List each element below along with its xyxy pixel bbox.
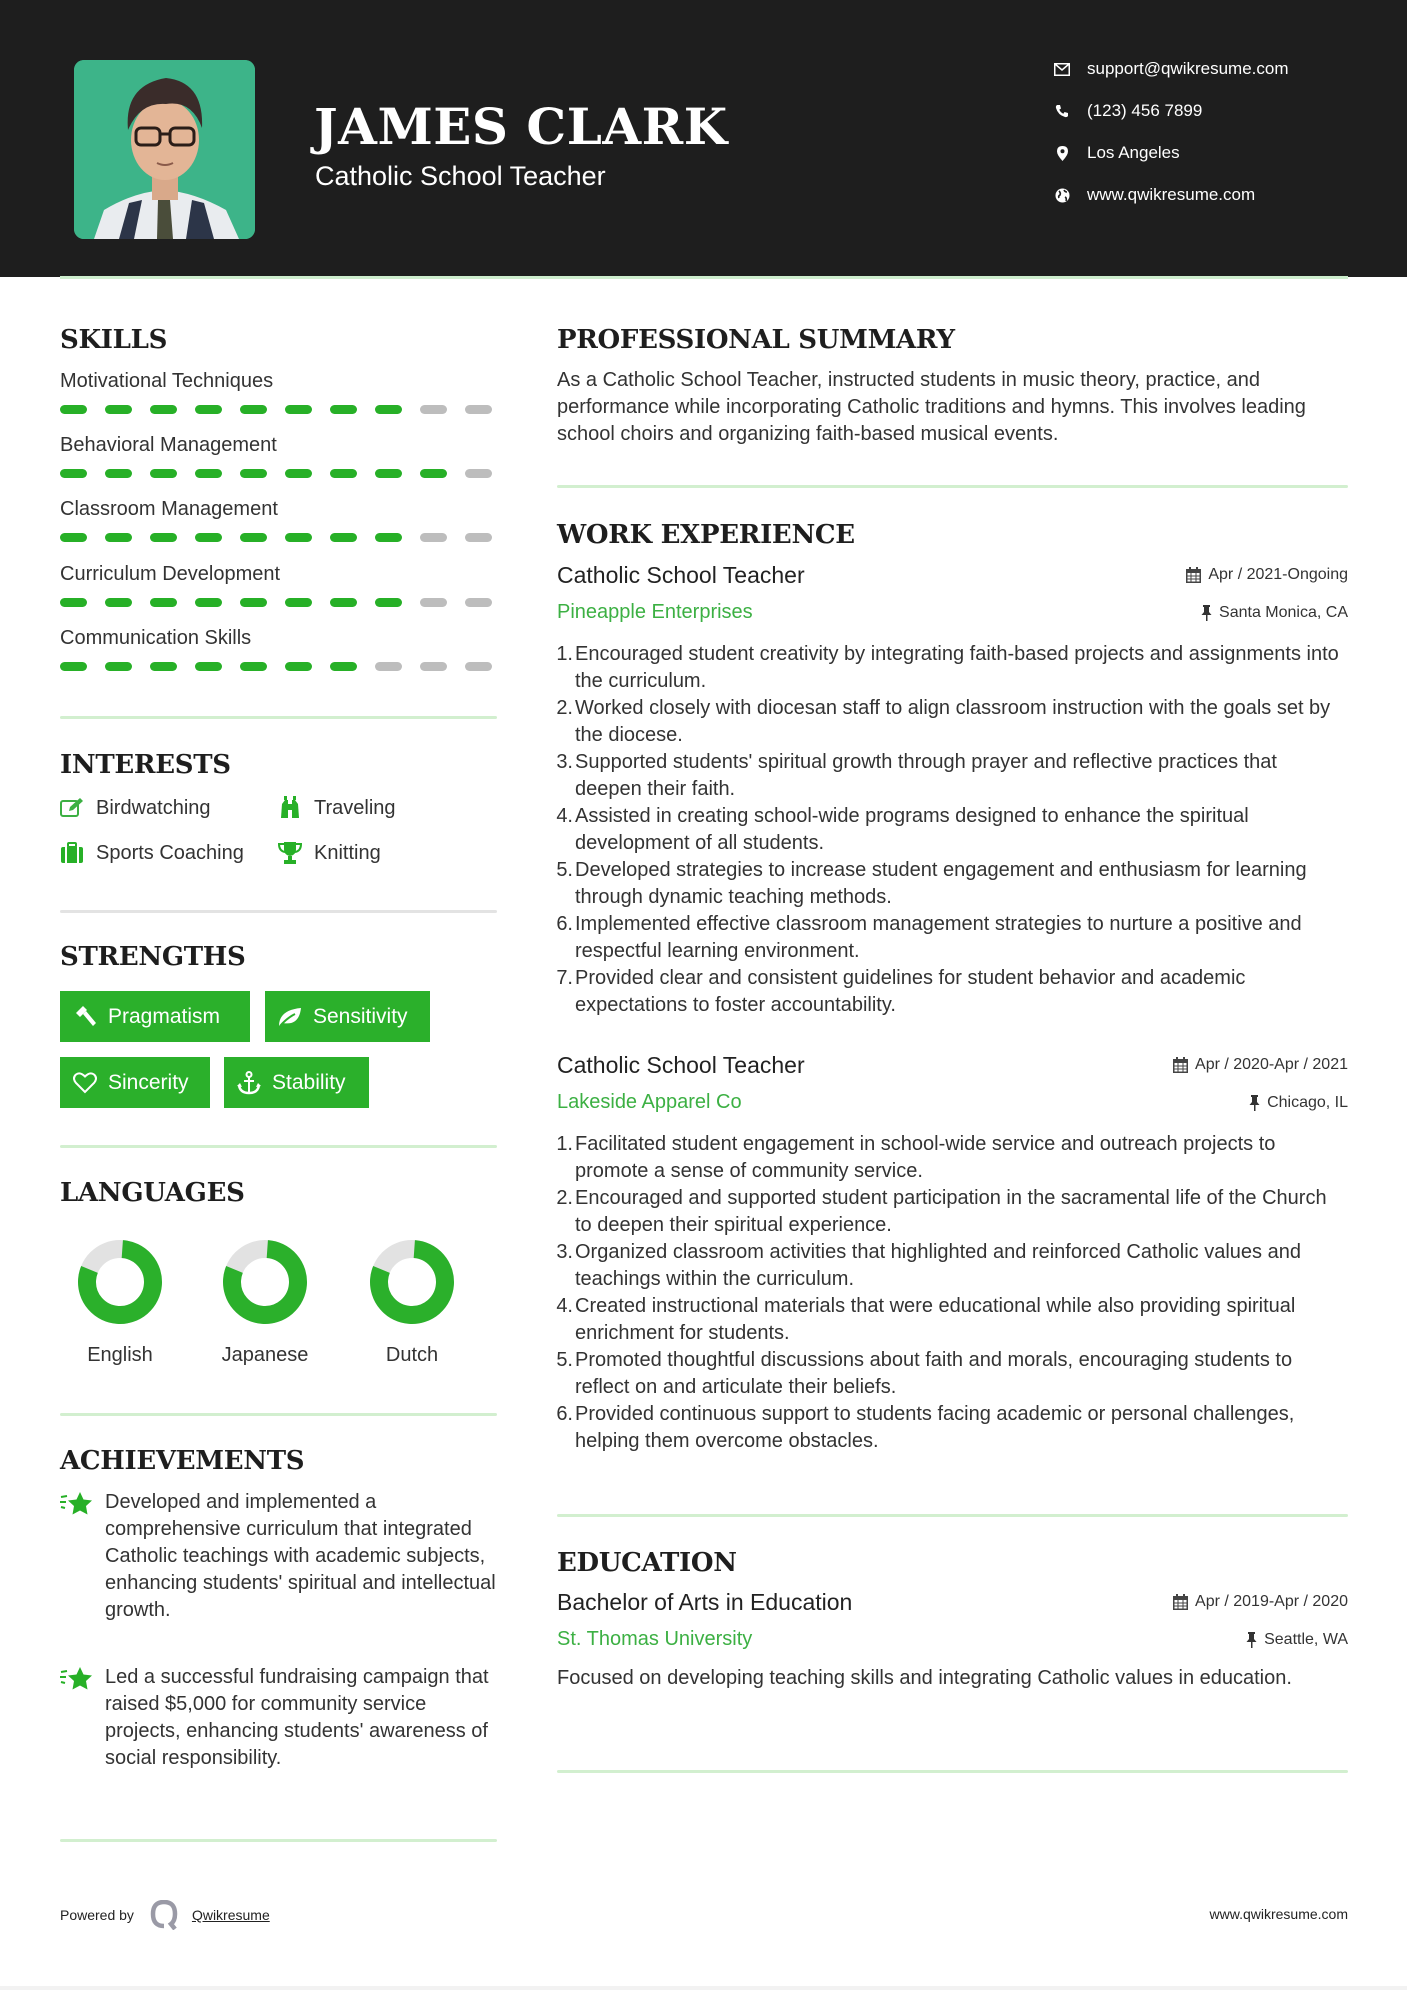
section-divider xyxy=(60,716,497,719)
skill-rating-bar xyxy=(60,469,510,479)
language-label: Japanese xyxy=(221,1344,309,1366)
skill-dash-filled xyxy=(375,405,402,414)
trophy-icon xyxy=(278,841,304,865)
contact-phone[interactable] xyxy=(1050,97,1202,125)
suitcase-icon xyxy=(60,841,86,865)
footer-website-link[interactable]: www.qwikresume.com xyxy=(1209,1906,1348,1922)
binoculars-icon xyxy=(278,796,304,820)
envelope-icon xyxy=(1052,59,1072,79)
powered-by-text: Powered by xyxy=(60,1907,134,1923)
heart-icon xyxy=(72,1070,98,1096)
language-item xyxy=(205,1222,325,1366)
job-location-text: Chicago, IL xyxy=(1267,1094,1348,1111)
skill-dash-filled xyxy=(195,533,222,542)
skill-dash-filled xyxy=(105,405,132,414)
bullet-text: Organized classroom activities that highlighted and reinforced Catholic values and teachings within the curriculum. xyxy=(575,1241,1301,1290)
education-date-text: Apr / 2019-Apr / 2020 xyxy=(1195,1593,1348,1610)
gavel-icon xyxy=(72,1004,98,1030)
skill-dash-filled xyxy=(105,533,132,542)
skill-rating-bar xyxy=(60,533,510,543)
skill-dash-filled xyxy=(105,469,132,478)
job-bullet-item xyxy=(557,1401,1348,1455)
candidate-title: Catholic School Teacher xyxy=(315,161,606,191)
job-location xyxy=(1201,604,1348,622)
job-bullet-item xyxy=(557,1293,1348,1347)
skill-dash-filled xyxy=(150,662,177,671)
language-label: English xyxy=(87,1344,153,1366)
skill-label: Communication Skills xyxy=(60,627,252,649)
strength-badge xyxy=(60,1057,210,1108)
bullet-text: Implemented effective classroom management strategies to nurture a positive and respectful learning environment. xyxy=(575,913,1302,962)
edit-icon xyxy=(60,796,86,820)
experience-heading: WORK EXPERIENCE xyxy=(557,520,855,550)
job-bullet-item xyxy=(557,1131,1348,1185)
calendar-icon xyxy=(1186,567,1201,583)
bullet-number: 5. xyxy=(556,1349,573,1371)
job-date xyxy=(1186,566,1348,584)
interest-item xyxy=(278,796,396,820)
job-bullet-item xyxy=(557,749,1348,803)
skill-dash-filled xyxy=(375,533,402,542)
skill-dash-filled xyxy=(195,405,222,414)
skill-rating-bar xyxy=(60,598,510,608)
interest-label: Birdwatching xyxy=(96,796,211,819)
contact-location-text: Los Angeles xyxy=(1087,143,1180,162)
skill-dash-filled xyxy=(330,533,357,542)
qwikresume-logo-icon xyxy=(150,1900,178,1930)
language-proficiency-donut xyxy=(352,1222,472,1342)
education-date xyxy=(1173,1593,1348,1611)
skill-label: Behavioral Management xyxy=(60,434,277,456)
bullet-text: Assisted in creating school-wide programs designed to enhance the spiritual development of all students. xyxy=(575,805,1249,854)
bullet-number: 2. xyxy=(556,1187,573,1209)
contact-website-text: www.qwikresume.com xyxy=(1087,185,1256,204)
contact-phone-text: (123) 456 7899 xyxy=(1087,101,1203,120)
job-role: Catholic School Teacher xyxy=(557,1052,805,1078)
person-portrait-icon xyxy=(74,60,255,239)
education-description: Focused on developing teaching skills and integrating Catholic values in education. xyxy=(557,1667,1292,1689)
skill-dash-empty xyxy=(420,598,447,607)
bullet-number: 4. xyxy=(556,1295,573,1317)
calendar-icon xyxy=(1173,1594,1188,1610)
bullet-text: Encouraged student creativity by integrating faith-based projects and assignments into the curriculum. xyxy=(575,643,1339,692)
achievements-heading: ACHIEVEMENTS xyxy=(60,1446,305,1476)
skill-dash-filled xyxy=(240,533,267,542)
job-role: Catholic School Teacher xyxy=(557,562,805,588)
resume-header xyxy=(0,0,1407,277)
skill-dash-filled xyxy=(240,662,267,671)
skill-dash-empty xyxy=(465,469,492,478)
section-divider xyxy=(557,485,1348,488)
bullet-number: 5. xyxy=(556,859,573,881)
interest-item xyxy=(278,841,381,865)
language-item xyxy=(60,1222,180,1366)
strength-label: Sensitivity xyxy=(313,1004,408,1028)
skill-dash-filled xyxy=(240,405,267,414)
achievement-item xyxy=(60,1489,497,1624)
interest-label: Knitting xyxy=(314,841,381,864)
job-bullet-item xyxy=(557,1185,1348,1239)
section-divider xyxy=(60,1145,497,1148)
skill-dash-empty xyxy=(375,662,402,671)
contact-email[interactable] xyxy=(1050,55,1289,83)
map-marker-icon xyxy=(1052,143,1072,163)
achievement-item xyxy=(60,1664,497,1772)
bullet-text: Encouraged and supported student participation in the sacramental life of the Church to deepen their spiritual experience. xyxy=(575,1187,1327,1236)
bullet-text: Developed strategies to increase student engagement and enthusiasm for learning through dynamic teaching methods. xyxy=(575,859,1307,908)
interest-label: Traveling xyxy=(314,796,396,819)
job-location-text: Santa Monica, CA xyxy=(1219,604,1348,621)
skill-dash-filled xyxy=(150,598,177,607)
bullet-text: Supported students' spiritual growth through prayer and reflective practices that deepen their faith. xyxy=(575,751,1277,800)
skill-dash-filled xyxy=(285,598,312,607)
summary-heading: PROFESSIONAL SUMMARY xyxy=(557,325,955,355)
bullet-text: Provided continuous support to students facing academic or personal challenges, helping them overcome obstacles. xyxy=(575,1403,1295,1452)
section-divider xyxy=(557,1514,1348,1517)
achievement-text: Developed and implemented a comprehensive curriculum that integrated Catholic teachings with academic subjects, enhancing students' spiritual and intellectual growth. xyxy=(105,1491,496,1621)
skill-dash-filled xyxy=(375,598,402,607)
skill-rating-bar xyxy=(60,662,510,672)
job-bullet-item xyxy=(557,803,1348,857)
skill-dash-filled xyxy=(150,533,177,542)
strength-label: Stability xyxy=(272,1070,346,1094)
strength-label: Sincerity xyxy=(108,1070,189,1094)
bullet-text: Worked closely with diocesan staff to align classroom instruction with the goals set by the diocese. xyxy=(575,697,1331,746)
section-divider xyxy=(557,1770,1348,1773)
interest-item xyxy=(60,841,244,865)
pushpin-icon xyxy=(1201,605,1212,621)
anchor-icon xyxy=(236,1070,262,1096)
job-company: Pineapple Enterprises xyxy=(557,601,753,623)
skill-dash-filled xyxy=(195,469,222,478)
globe-icon xyxy=(1052,185,1072,205)
header-divider xyxy=(60,276,1348,279)
bullet-text: Created instructional materials that were educational while also providing spiritual enrichment for students. xyxy=(575,1295,1296,1344)
job-location xyxy=(1249,1094,1348,1112)
skill-dash-filled xyxy=(150,405,177,414)
language-label: Dutch xyxy=(385,1344,439,1366)
skill-dash-empty xyxy=(420,533,447,542)
job-bullet-list xyxy=(557,1131,1348,1455)
skill-dash-empty xyxy=(465,662,492,671)
star-achievement-icon xyxy=(60,1489,105,1624)
job-date xyxy=(1173,1056,1348,1074)
skill-dash-filled xyxy=(285,405,312,414)
bullet-text: Provided clear and consistent guidelines for student behavior and academic expectations to foster accountability. xyxy=(575,967,1246,1016)
skill-dash-filled xyxy=(150,469,177,478)
star-achievement-icon xyxy=(60,1664,105,1772)
education-degree: Bachelor of Arts in Education xyxy=(557,1589,853,1615)
job-bullet-item xyxy=(557,965,1348,1019)
pushpin-icon xyxy=(1249,1095,1260,1111)
contact-website[interactable] xyxy=(1050,181,1255,209)
skill-dash-filled xyxy=(195,598,222,607)
page-bottom-edge xyxy=(0,1986,1407,1990)
skill-rating-bar xyxy=(60,405,510,415)
job-entry-header xyxy=(557,1052,1348,1082)
skill-dash-filled xyxy=(240,598,267,607)
skill-label: Classroom Management xyxy=(60,498,278,520)
bullet-number: 3. xyxy=(556,1241,573,1263)
job-company: Lakeside Apparel Co xyxy=(557,1091,742,1113)
bullet-number: 4. xyxy=(556,805,573,827)
skill-dash-filled xyxy=(105,598,132,607)
job-bullet-item xyxy=(557,911,1348,965)
candidate-name: JAMES CLARK xyxy=(314,97,728,156)
job-bullet-item xyxy=(557,857,1348,911)
contact-email-text: support@qwikresume.com xyxy=(1087,59,1289,78)
skill-dash-filled xyxy=(195,662,222,671)
achievement-text: Led a successful fundraising campaign that raised $5,000 for community service projects, enhancing students' awareness of social responsibility. xyxy=(105,1666,489,1769)
skill-dash-filled xyxy=(60,469,87,478)
education-school: St. Thomas University xyxy=(557,1628,753,1650)
bullet-number: 7. xyxy=(556,967,573,989)
skill-dash-filled xyxy=(60,405,87,414)
bullet-number: 1. xyxy=(556,643,573,665)
skill-label: Curriculum Development xyxy=(60,563,281,585)
skill-dash-filled xyxy=(330,662,357,671)
interests-heading: INTERESTS xyxy=(60,750,231,780)
strength-badge xyxy=(224,1057,369,1108)
interest-item xyxy=(60,796,211,820)
skill-dash-filled xyxy=(285,533,312,542)
education-entry-header xyxy=(557,1589,1348,1619)
job-bullet-item xyxy=(557,1347,1348,1401)
job-bullet-list xyxy=(557,641,1348,1019)
contact-location xyxy=(1050,139,1180,167)
job-date-text: Apr / 2021-Ongoing xyxy=(1208,566,1348,583)
strengths-heading: STRENGTHS xyxy=(60,942,246,972)
skills-heading: SKILLS xyxy=(60,325,168,355)
bullet-number: 6. xyxy=(556,913,573,935)
education-location xyxy=(1246,1631,1348,1649)
language-item xyxy=(352,1222,472,1366)
skill-dash-filled xyxy=(285,469,312,478)
pushpin-icon xyxy=(1246,1632,1257,1648)
bullet-text: Promoted thoughtful discussions about faith and morals, encouraging students to reflect on and articulate their beliefs. xyxy=(575,1349,1293,1398)
skill-dash-filled xyxy=(60,598,87,607)
bullet-number: 6. xyxy=(556,1403,573,1425)
strength-badge xyxy=(60,991,250,1042)
job-bullet-item xyxy=(557,695,1348,749)
bullet-number: 2. xyxy=(556,697,573,719)
profile-photo xyxy=(74,60,255,239)
leaf-icon xyxy=(277,1004,303,1030)
skill-dash-empty xyxy=(465,598,492,607)
bullet-number: 3. xyxy=(556,751,573,773)
skill-dash-filled xyxy=(240,469,267,478)
education-location-text: Seattle, WA xyxy=(1264,1631,1348,1648)
summary-text: As a Catholic School Teacher, instructed students in music theory, practice, and performance while incorporating Catholic traditions and hymns. This involves leading school choirs and organizing faith-based musical events. xyxy=(557,369,1306,445)
skill-label: Motivational Techniques xyxy=(60,370,274,392)
strength-label: Pragmatism xyxy=(108,1004,221,1028)
job-bullet-item xyxy=(557,641,1348,695)
skill-dash-filled xyxy=(105,662,132,671)
strength-badge xyxy=(265,991,430,1042)
job-entry-header xyxy=(557,562,1348,592)
section-divider xyxy=(60,1413,497,1416)
skill-dash-empty xyxy=(465,533,492,542)
phone-icon xyxy=(1052,101,1072,121)
qwikresume-link[interactable]: Qwikresume xyxy=(191,1907,270,1923)
job-bullet-item xyxy=(557,1239,1348,1293)
education-heading: EDUCATION xyxy=(557,1548,737,1578)
section-divider xyxy=(60,1839,497,1842)
languages-heading: LANGUAGES xyxy=(60,1178,245,1208)
skill-dash-filled xyxy=(420,469,447,478)
skill-dash-filled xyxy=(330,598,357,607)
skill-dash-filled xyxy=(330,405,357,414)
bullet-text: Facilitated student engagement in school-wide service and outreach projects to promote a sense of community service. xyxy=(575,1133,1276,1182)
skill-dash-empty xyxy=(465,405,492,414)
language-proficiency-donut xyxy=(60,1222,180,1342)
section-divider xyxy=(60,910,497,913)
skill-dash-filled xyxy=(60,533,87,542)
skill-dash-filled xyxy=(285,662,312,671)
interest-label: Sports Coaching xyxy=(96,841,244,864)
skill-dash-empty xyxy=(420,405,447,414)
skill-dash-empty xyxy=(420,662,447,671)
calendar-icon xyxy=(1173,1057,1188,1073)
skill-dash-filled xyxy=(60,662,87,671)
skill-dash-filled xyxy=(330,469,357,478)
skill-dash-filled xyxy=(375,469,402,478)
job-date-text: Apr / 2020-Apr / 2021 xyxy=(1195,1056,1348,1073)
bullet-number: 1. xyxy=(556,1133,573,1155)
footer-powered-by xyxy=(60,1900,270,1930)
language-proficiency-donut xyxy=(205,1222,325,1342)
